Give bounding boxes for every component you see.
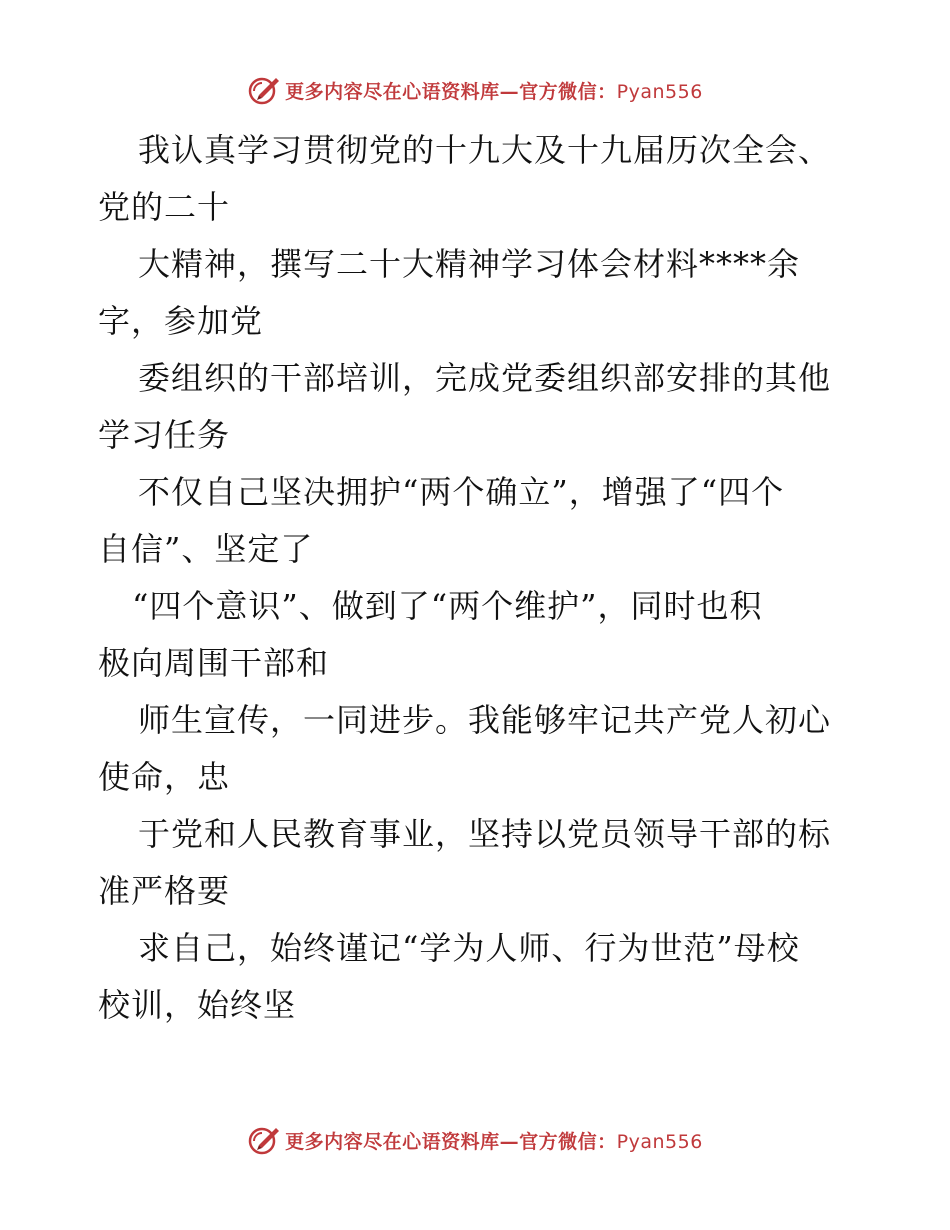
- body-line: 于党和人民教育事业，坚持以党员领导干部的标: [138, 815, 832, 853]
- header-banner: [0, 70, 950, 110]
- body-line: 我认真学习贯彻党的十九大及十九届历次全会、: [138, 131, 832, 169]
- body-line: 师生宣传，一同进步。我能够牢记共产党人初心: [138, 701, 832, 739]
- header-banner-text: [285, 77, 703, 104]
- body-line: 委组织的干部培训，完成党委组织部安排的其他: [138, 359, 832, 397]
- body-line: 极向周围干部和: [98, 644, 330, 682]
- header-banner-label: 更多内容尽在心语资料库—官方微信：: [285, 80, 617, 103]
- footer-banner-handle: Pyan556: [616, 1130, 703, 1153]
- body-line: 大精神，撰写二十大精神学习体会材料****余: [138, 245, 801, 283]
- body-line: 校训，始终坚: [98, 986, 297, 1024]
- footer-banner-text: [285, 1127, 703, 1154]
- body-line: 字，参加党: [98, 302, 264, 340]
- body-line: 不仅自己坚决拥护“两个确立”，增强了“四个: [138, 473, 785, 511]
- body-line: 使命，忠: [98, 758, 231, 796]
- body-line: 准严格要: [98, 872, 231, 910]
- body-line: 自信”、坚定了: [98, 530, 314, 568]
- pen-logo-icon: [247, 1123, 281, 1157]
- pen-logo-icon: [247, 73, 281, 107]
- body-line: 求自己，始终谨记“学为人师、行为世范”母校: [138, 929, 800, 967]
- document-body: [98, 122, 858, 1034]
- body-line: 党的二十: [98, 188, 231, 226]
- footer-banner-label: 更多内容尽在心语资料库—官方微信：: [285, 1130, 617, 1153]
- body-line: 学习任务: [98, 416, 231, 454]
- body-line: “四个意识”、做到了“两个维护”，同时也积: [132, 587, 763, 625]
- header-banner-handle: Pyan556: [616, 80, 703, 103]
- footer-banner: [0, 1120, 950, 1160]
